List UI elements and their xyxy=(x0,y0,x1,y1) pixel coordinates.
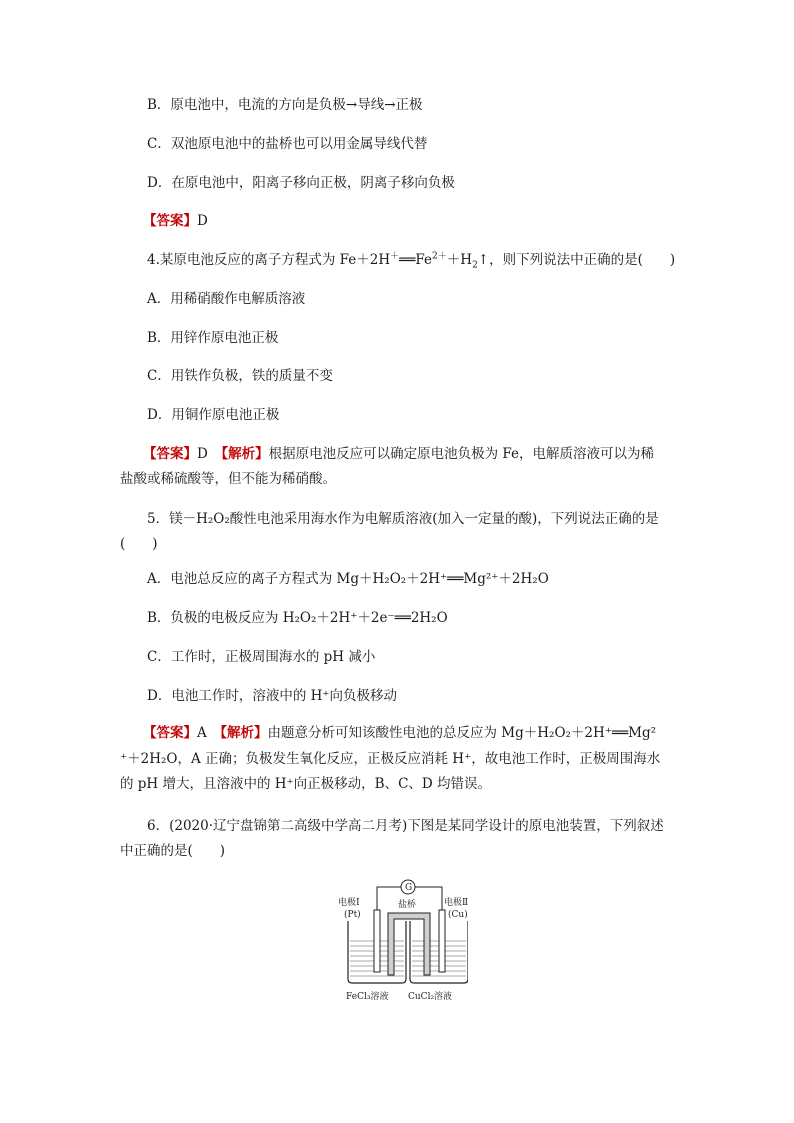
analysis-text: 由题意分析可知该酸性电池的总反应为 Mg＋H₂O₂＋2H⁺══Mg² xyxy=(267,725,657,741)
q6-stem-line2: 中正确的是( ) xyxy=(120,843,226,859)
answer-label: 【答案】 xyxy=(143,213,197,229)
electrode-1-material: (Pt) xyxy=(344,910,361,920)
answer-label: 【答案】 xyxy=(143,446,197,462)
electrode-2-material: (Cu) xyxy=(448,910,468,920)
salt-bridge xyxy=(388,913,430,975)
q4-option-b: B．用锌作原电池正极 xyxy=(147,330,279,346)
electrode-1-label: 电极Ⅰ xyxy=(338,898,360,908)
electrode-2-label: 电极Ⅱ xyxy=(444,898,468,908)
electrode-2 xyxy=(439,910,445,972)
solution-1-label: FeCl₃溶液 xyxy=(346,992,389,1002)
analysis-label: 【解析】 xyxy=(221,446,269,462)
analysis-label: 【解析】 xyxy=(220,725,268,741)
stem-text: ══Fe xyxy=(399,252,433,268)
q4-analysis-line2: 盐酸或稀硫酸等，但不能为稀硝酸。 xyxy=(120,471,336,487)
q5-option-a: A．电池总反应的离子方程式为 Mg＋H₂O₂＋2H⁺══Mg²⁺＋2H₂O xyxy=(147,571,549,587)
q5-stem-line1: 5．镁－H₂O₂酸性电池采用海水作为电解质溶液(加入一定量的酸)，下列说法正确的是 xyxy=(147,511,659,527)
answer-value: A xyxy=(197,725,207,741)
answer-value: D xyxy=(197,446,208,462)
q3-option-d: D．在原电池中，阳离子移向正极，阴离子移向负极 xyxy=(147,175,455,191)
q3-option-b: B．原电池中，电流的方向是负极→导线→正极 xyxy=(147,97,423,113)
q5-stem-line2: ( ) xyxy=(120,536,158,552)
galvanic-cell-diagram xyxy=(336,875,468,1005)
q4-stem xyxy=(147,251,675,269)
stem-text: 4.某原电池反应的离子方程式为 Fe＋2H xyxy=(147,252,391,268)
q5-option-b: B．负极的电极反应为 H₂O₂＋2H⁺＋2e⁻══2H₂O xyxy=(147,610,448,626)
stem-text: ↑，则下列说法中正确的是( ) xyxy=(477,252,676,268)
stem-sup: ＋ xyxy=(390,251,400,262)
electrode-1 xyxy=(374,910,380,972)
answer-label: 【答案】 xyxy=(143,725,197,741)
q5-analysis-line2: ⁺＋2H₂O，A 正确；负极发生氧化反应，正极反应消耗 H⁺，故电池工作时，正极周围海水 xyxy=(120,751,661,767)
q5-option-d: D．电池工作时，溶液中的 H⁺向负极移动 xyxy=(147,688,398,704)
q3-answer xyxy=(143,212,208,230)
q4-option-a: A．用稀硝酸作电解质溶液 xyxy=(147,291,306,307)
q5-analysis-line1 xyxy=(143,724,656,742)
salt-bridge-label: 盐桥 xyxy=(398,900,417,910)
galvanometer-label: G xyxy=(405,883,413,893)
q4-option-d: D．用铜作原电池正极 xyxy=(147,407,280,423)
answer-value: D xyxy=(197,213,208,229)
q5-analysis-line3: 的 pH 增大，且溶液中的 H⁺向正极移动，B、C、D 均错误。 xyxy=(120,776,492,792)
q4-option-c: C．用铁作负极，铁的质量不变 xyxy=(147,368,333,384)
stem-sub: 2 xyxy=(472,260,478,271)
analysis-text: 根据原电池反应可以确定原电池负极为 Fe，电解质溶液可以为稀 xyxy=(268,446,654,462)
q4-analysis-line1 xyxy=(143,445,654,463)
stem-sup: 2＋ xyxy=(432,251,447,262)
solution-2-label: CuCl₂溶液 xyxy=(408,992,453,1002)
q6-stem-line1: 6．(2020·辽宁盘锦第二高级中学高二月考)下图是某同学设计的原电池装置，下列叙述 xyxy=(147,818,664,834)
q3-option-c: C．双池原电池中的盐桥也可以用金属导线代替 xyxy=(147,136,428,152)
stem-text: ＋H xyxy=(446,252,473,268)
q5-option-c: C．工作时，正极周围海水的 pH 减小 xyxy=(147,649,376,665)
